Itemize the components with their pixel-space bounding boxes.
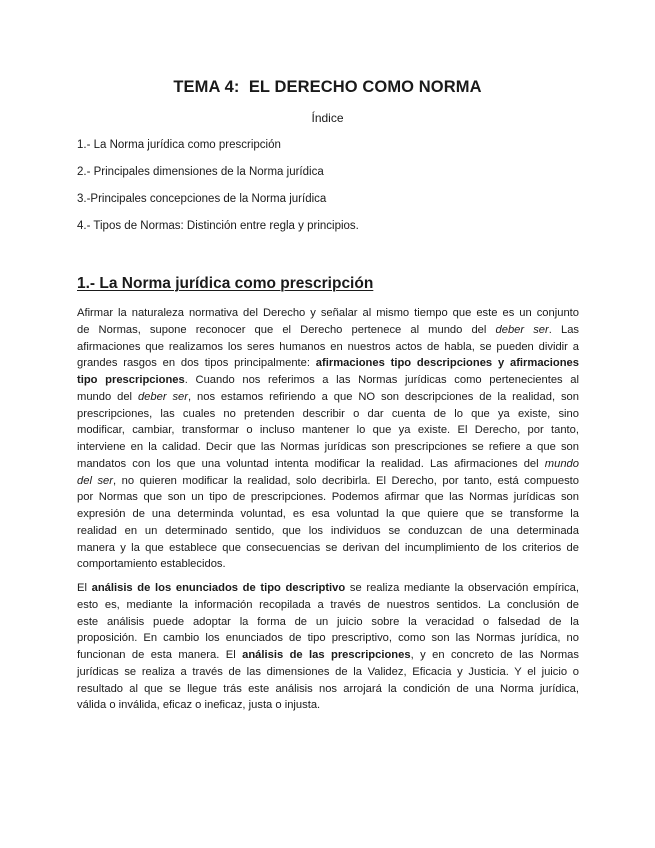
text-run: expresión de una determinda voluntad, es esa voluntad la que quiere que se transforme la (77, 508, 579, 520)
section-heading: 1.- La Norma jurídica como prescripción (77, 275, 374, 292)
document-title: TEMA 4: EL DERECHO COMO NORMA (173, 78, 482, 96)
italic-text: del ser (77, 474, 113, 487)
paragraph-line (77, 473, 579, 490)
text-run: resultado al que se llegue trás este análisis nos arrojará la condición de una Norma jurídica, (77, 682, 579, 695)
body-paragraph-2 (77, 580, 579, 714)
text-run: Afirmar la naturaleza normativa del Derecho y señalar al mismo tiempo que este es un conjunto (77, 307, 579, 319)
paragraph-line (77, 439, 579, 456)
paragraph-line (77, 322, 579, 339)
text-run: afirmaciones que realizamos los seres humanos en nuestros actos de habla, se pueden dividir a (77, 340, 579, 353)
paragraph-line (77, 406, 579, 423)
toc-item-1: 1.- La Norma jurídica como prescripción (77, 139, 281, 151)
paragraph-line (77, 389, 579, 406)
text-run: manera y la que establece que consecuencias se derivan del incumplimiento de los criterios de (77, 541, 579, 554)
paragraph-line (77, 305, 579, 322)
text-run: funcionan de esta manera. El (77, 649, 243, 661)
paragraph-line (77, 489, 579, 506)
text-run: grandes rasgos en dos tipos principalmente: (77, 357, 316, 370)
text-run: por Normas que son un tipo de prescripciones. Podemos afirmar que las Normas jurídicas son (77, 491, 579, 504)
italic-text: deber ser (137, 390, 188, 403)
toc-item-4: 4.- Tipos de Normas: Distinción entre regla y principios. (77, 220, 359, 232)
paragraph-line (77, 597, 579, 614)
text-run: . Las (548, 323, 580, 336)
text-run: proposición. En cambio los enunciados de tipo prescriptivo, como son las Normas jurídica, no (77, 632, 579, 645)
text-run: , nos estamos refiriendo a que NO son descripciones de la realidad, son (188, 390, 580, 403)
text-run: comportamiento establecidos. (77, 558, 226, 571)
text-run: , no quieren modificar la realidad, solo decribirla. El Derecho, por tanto, está compuesto (113, 474, 579, 487)
paragraph-line (77, 422, 579, 439)
paragraph-line (77, 372, 579, 389)
text-run: modificar, cambiar, transformar o incluso mantener lo que ya existe. El Derecho, por tanto, (77, 424, 579, 437)
text-run: El (77, 582, 92, 594)
paragraph-line (77, 355, 579, 372)
paragraph-line (77, 339, 579, 356)
paragraph-line (77, 523, 579, 540)
text-run: prescripciones, las cuales no pretenden describir o dar cuenta de lo que ya existe, sino (77, 407, 579, 420)
paragraph-line (77, 580, 579, 597)
paragraph-line (77, 614, 579, 631)
body-paragraph-1 (77, 305, 579, 573)
paragraph-line (77, 506, 579, 523)
paragraph-line (77, 456, 579, 473)
text-run: interviene en la calidad. Decir que las Normas jurídicas son prescripciones se refiere a que son (77, 441, 579, 453)
text-run: . Cuando nos referimos a las Normas jurídicas como pertenecientes al (184, 374, 580, 386)
paragraph-line (77, 697, 579, 714)
bold-text: tipo prescripciones (77, 374, 185, 386)
paragraph-line (77, 647, 579, 664)
toc-item-3: 3.-Principales concepciones de la Norma jurídica (77, 193, 327, 205)
text-run: jurídicas se realiza a través de las dimensiones de la Validez, Eficacia y Justicia. Y el juicio o (77, 665, 579, 678)
text-run: mandatos con los que una voluntad intenta modificar la realidad. Las afirmaciones del (77, 457, 545, 470)
italic-text: mundo (544, 457, 579, 470)
paragraph-line (77, 630, 579, 647)
bold-text: análisis de los enunciados de tipo descriptivo (91, 582, 346, 594)
text-run: esto es, mediante la información recopilada a través de nuestros sentidos. La conclusión de (77, 598, 579, 611)
paragraph-line (77, 540, 579, 557)
text-run: , y en concreto de las Normas (410, 649, 579, 661)
text-run: se realiza mediante la observación empírica, (345, 582, 580, 594)
text-run: este análisis puede adoptar la forma de un juicio sobre la veracidad o falsedad de la (77, 615, 579, 628)
text-run: válida o inválida, eficaz o ineficaz, justa o injusta. (77, 699, 321, 712)
text-run: de Normas, supone reconocer que el Derecho pertenece al mundo del (77, 323, 496, 336)
toc-item-2: 2.- Principales dimensiones de la Norma jurídica (77, 166, 324, 178)
paragraph-line (77, 556, 579, 573)
paragraph-line (77, 664, 579, 681)
italic-text: deber ser (495, 323, 549, 336)
paragraph-line (77, 681, 579, 698)
index-heading: Índice (311, 111, 344, 125)
bold-text: afirmaciones tipo descripciones y afirmaciones (315, 357, 579, 370)
text-run: mundo del (77, 390, 138, 403)
bold-text: análisis de las prescripciones (242, 649, 411, 661)
text-run: realidad en un determinado sentido, que los individuos se conduzcan de una determinada (77, 524, 579, 537)
